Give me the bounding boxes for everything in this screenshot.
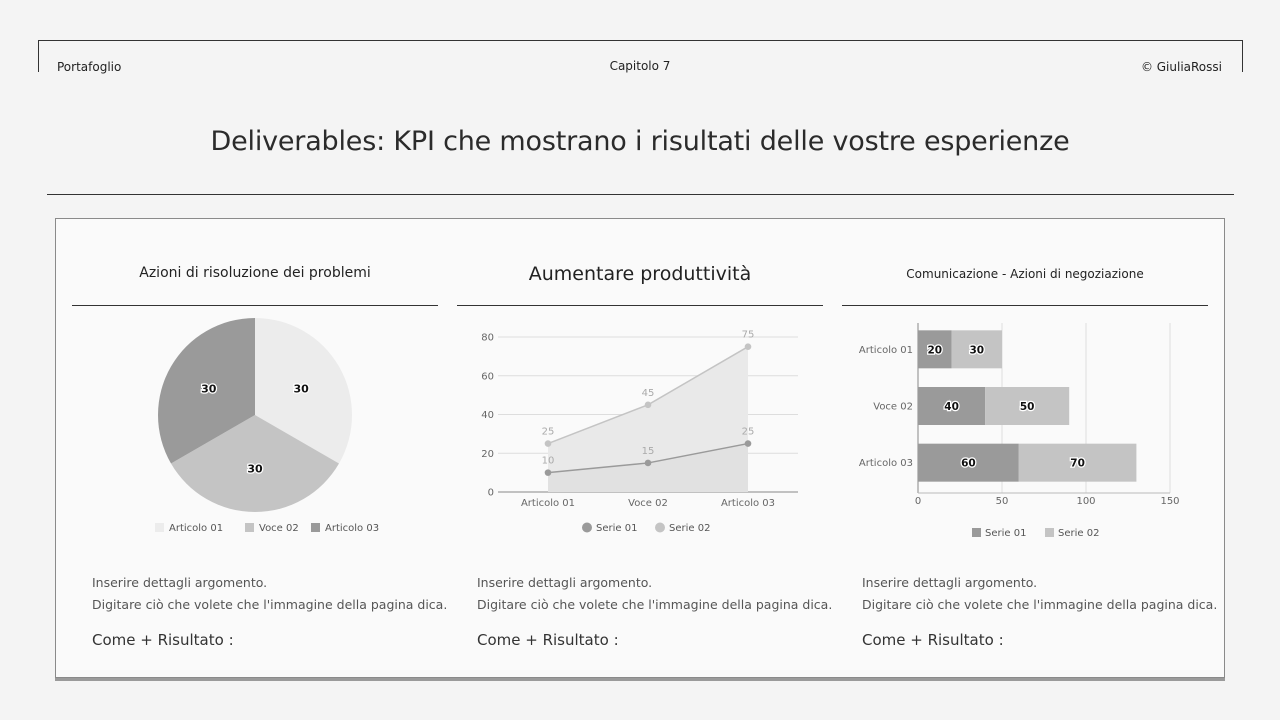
page-title: Deliverables: KPI che mostrano i risultati delle vostre esperienze	[210, 126, 1070, 157]
x-tick-label: 150	[1160, 496, 1180, 507]
y-tick-label: Voce 02	[873, 401, 913, 413]
col3-desc-line2: Digitare ciò che volete che l'immagine della pagina dica.	[862, 597, 1218, 612]
legend-swatch	[311, 523, 320, 532]
bar-label: 30	[969, 344, 985, 357]
legend-swatch	[155, 523, 164, 532]
y-tick-label: 20	[481, 448, 494, 460]
pie-slice-label: 30	[293, 382, 309, 396]
legend-label: Articolo 03	[325, 523, 380, 534]
y-tick-label: 80	[481, 332, 494, 344]
bar-label: 20	[927, 344, 943, 357]
data-point	[645, 402, 652, 409]
col3-result: Come + Risultato :	[862, 631, 1004, 649]
col3-divider	[842, 305, 1208, 306]
data-point	[645, 460, 652, 467]
col3-desc	[862, 572, 1217, 616]
x-tick-label: 100	[1076, 496, 1096, 507]
data-point	[545, 469, 552, 476]
bar-label: 50	[1019, 401, 1035, 413]
legend-label: Voce 02	[259, 523, 299, 534]
pie-slice-label: 30	[201, 382, 217, 396]
data-label: 15	[641, 445, 655, 457]
header-chapter: Capitolo 7	[609, 59, 671, 73]
col3-title: Comunicazione - Azioni di negoziazione	[906, 267, 1144, 281]
pie-chart	[140, 310, 380, 550]
legend-swatch	[1045, 528, 1054, 537]
col2-desc-line1: Inserire dettagli argomento.	[477, 575, 653, 590]
legend-label: Serie 02	[669, 523, 711, 534]
x-tick-label: 0	[914, 496, 922, 507]
data-label: 25	[541, 426, 555, 438]
col1-desc-line1: Inserire dettagli argomento.	[92, 575, 268, 590]
data-label: 75	[741, 329, 755, 341]
bar-label: 40	[944, 401, 959, 413]
line-chart	[470, 320, 810, 550]
bar-label: 60	[961, 457, 976, 470]
col2-desc	[477, 572, 832, 616]
data-point	[745, 440, 752, 447]
data-label: 10	[541, 455, 555, 467]
legend-marker	[582, 523, 592, 533]
col1-desc-line2: Digitare ciò che volete che l'immagine della pagina dica.	[92, 597, 448, 612]
data-label: 45	[641, 387, 655, 399]
pie-slice-label: 30	[247, 462, 263, 476]
bar-chart	[855, 315, 1195, 550]
col1-result: Come + Risultato :	[92, 631, 234, 649]
col2-divider	[457, 305, 823, 306]
legend-label: Articolo 01	[169, 523, 224, 534]
y-tick-label: Articolo 03	[858, 458, 913, 470]
data-point	[745, 343, 752, 350]
legend-marker	[655, 523, 665, 533]
y-tick-label: 60	[481, 371, 494, 383]
col2-result: Come + Risultato :	[477, 631, 619, 649]
col1-title: Azioni di risoluzione dei problemi	[139, 265, 371, 281]
col1-divider	[72, 305, 438, 306]
x-tick-label: Articolo 01	[520, 498, 576, 509]
header-portfolio: Portafoglio	[57, 60, 122, 74]
x-tick-label: Articolo 03	[720, 498, 776, 509]
legend-swatch	[972, 528, 981, 537]
x-tick-label: 50	[995, 496, 1009, 507]
legend-label: Serie 01	[985, 528, 1027, 539]
title-divider	[47, 194, 1234, 195]
col3-desc-line1: Inserire dettagli argomento.	[862, 575, 1038, 590]
col2-desc-line2: Digitare ciò che volete che l'immagine della pagina dica.	[477, 597, 833, 612]
y-tick-label: Articolo 01	[858, 344, 913, 356]
legend-label: Serie 01	[596, 523, 638, 534]
col1-desc	[92, 572, 447, 616]
y-tick-label: 0	[487, 487, 494, 499]
y-tick-label: 40	[481, 410, 494, 421]
data-point	[545, 440, 552, 447]
bar-label: 70	[1070, 457, 1085, 470]
data-label: 25	[741, 426, 755, 438]
legend-swatch	[245, 523, 254, 532]
legend-label: Serie 02	[1058, 528, 1100, 539]
x-tick-label: Voce 02	[628, 498, 668, 509]
header-author: © GiuliaRossi	[1140, 60, 1222, 74]
col2-title: Aumentare produttività	[528, 263, 752, 285]
